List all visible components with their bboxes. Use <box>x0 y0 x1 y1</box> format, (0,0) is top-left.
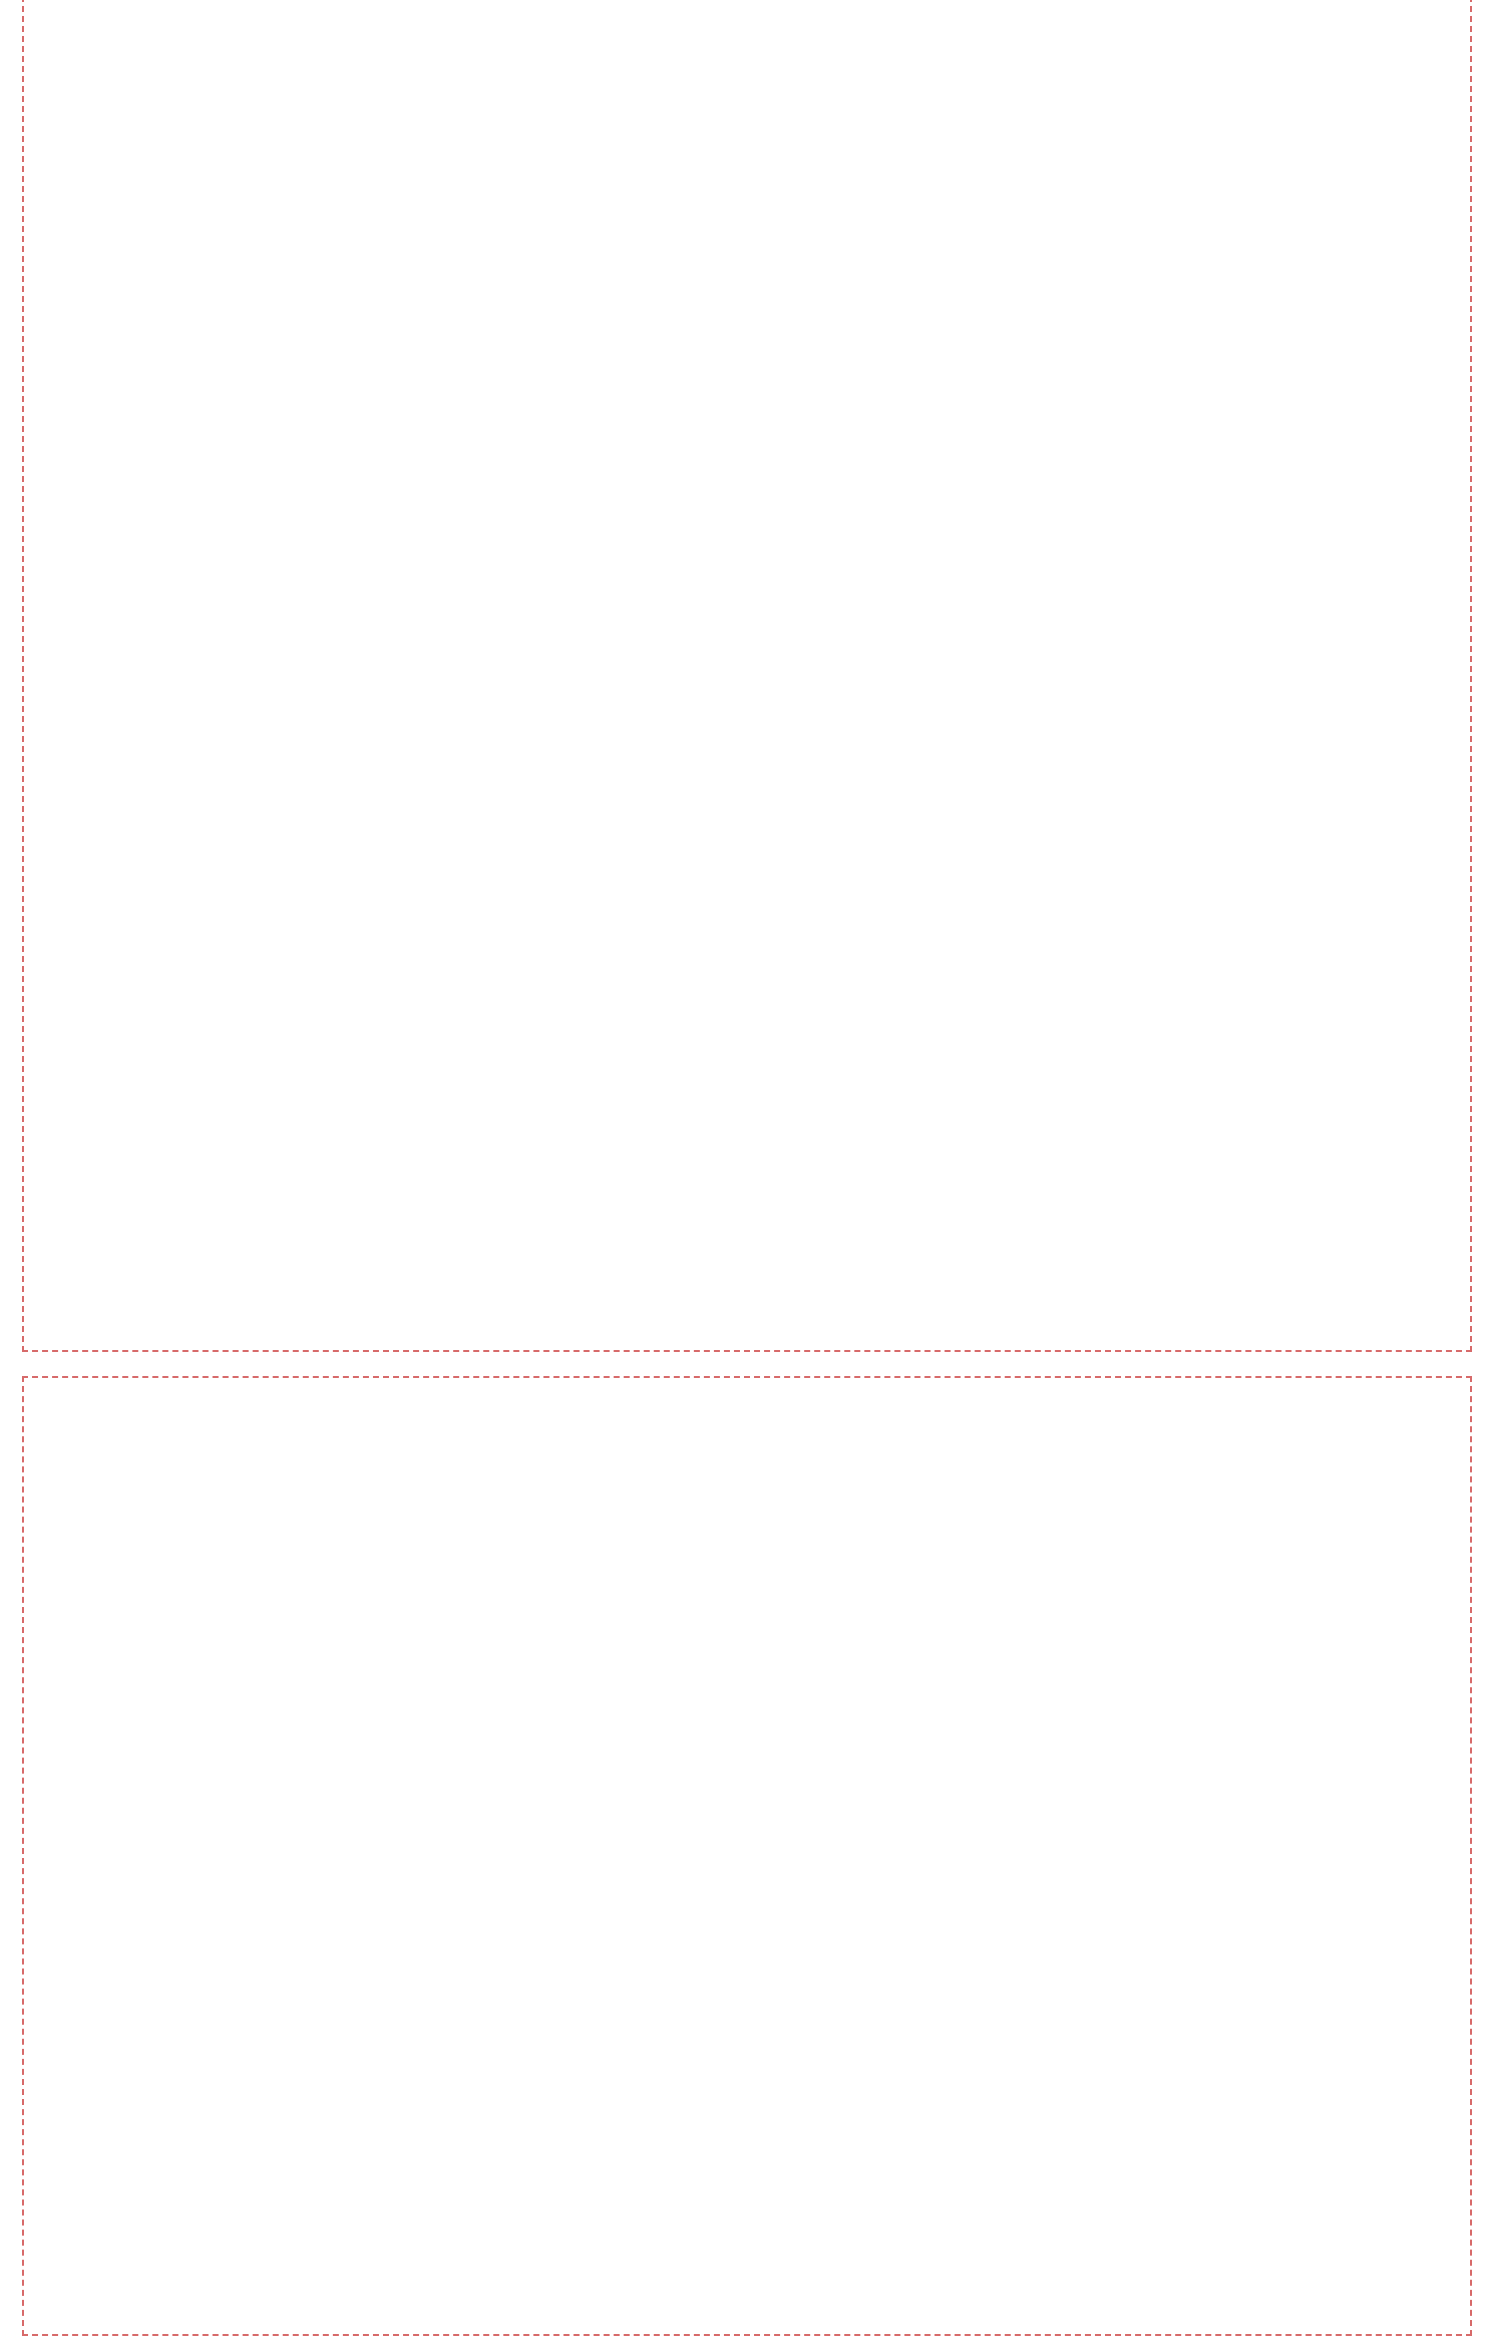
toc-page-bottom <box>22 1376 1472 2336</box>
toc-page-top <box>22 0 1472 1352</box>
